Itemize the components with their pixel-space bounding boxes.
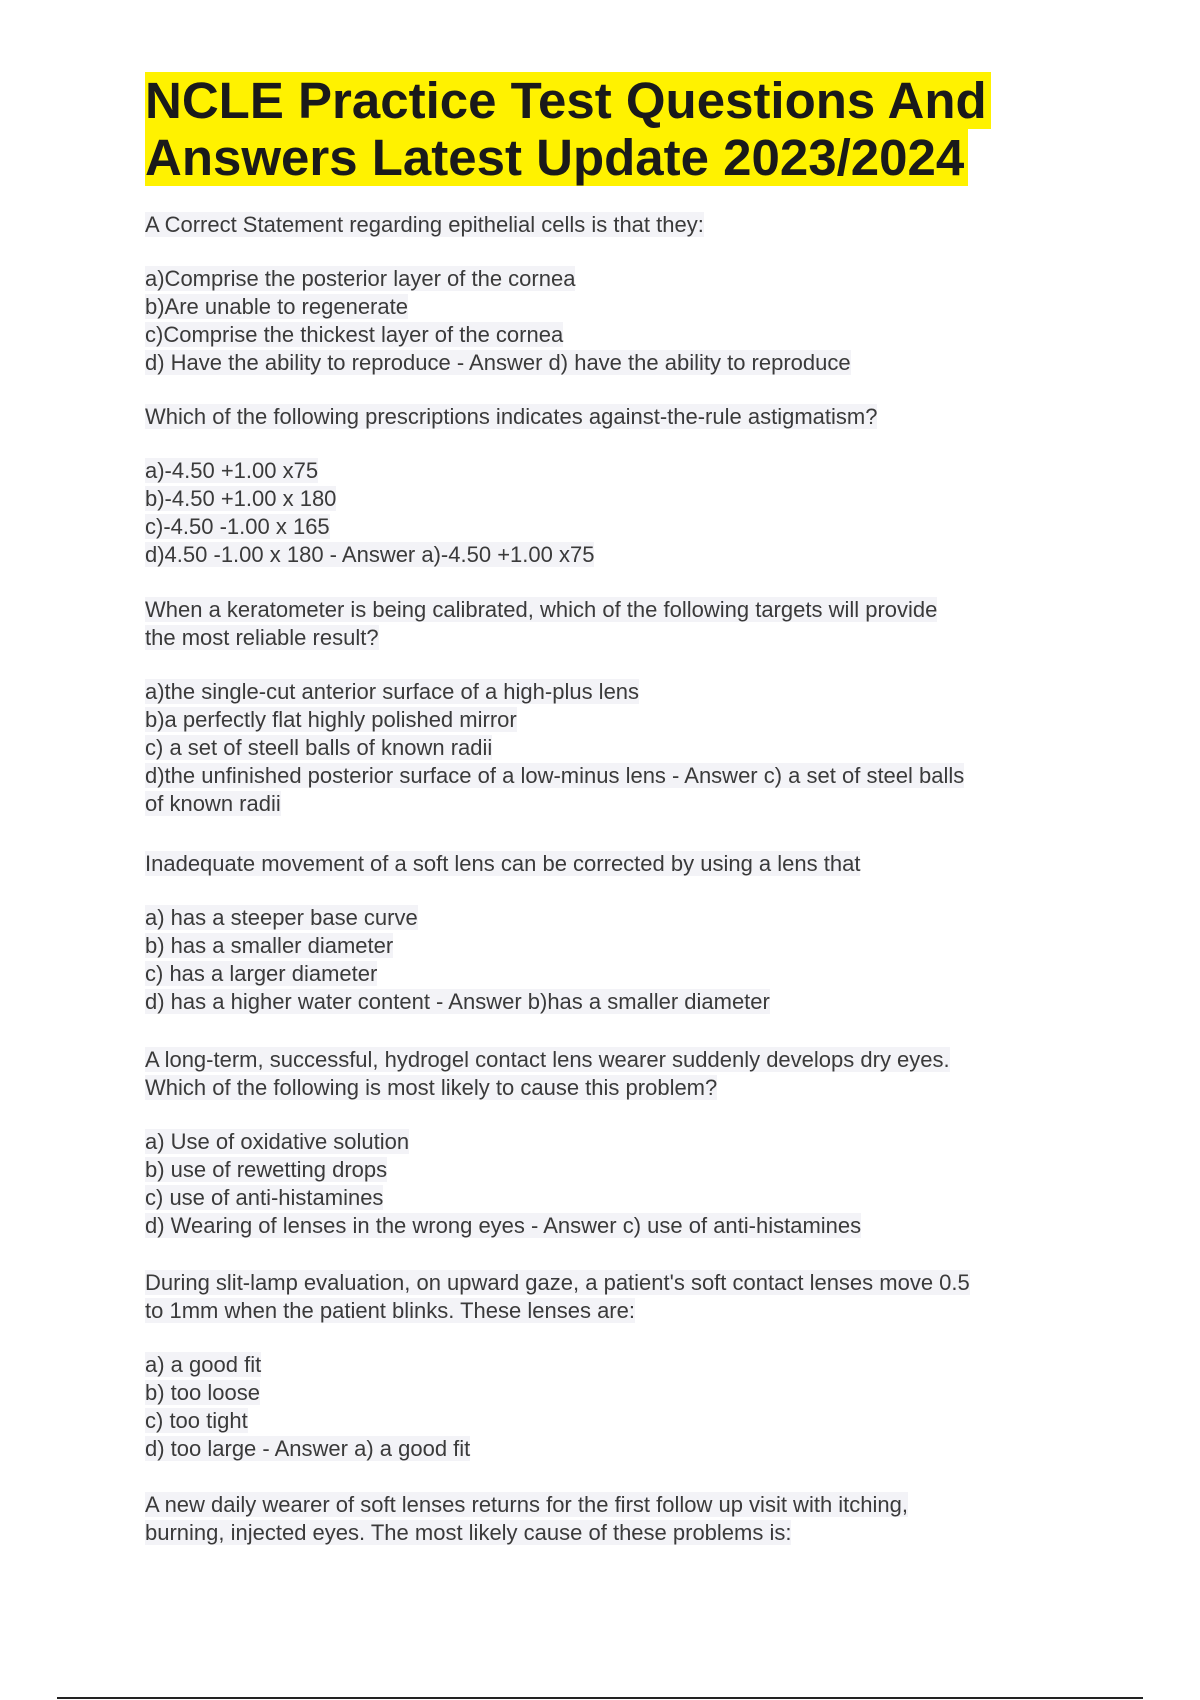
answer-option: a) a good fit [145,1352,262,1377]
answer-option: c) has a larger diameter [145,961,378,986]
answer-option: a)-4.50 +1.00 x75 [145,458,319,483]
question-text: A new daily wearer of soft lenses returns for the first follow up visit with itching, [145,1492,908,1517]
answer-option: b) has a smaller diameter [145,933,394,958]
question-text: During slit-lamp evaluation, on upward gaze, a patient's soft contact lenses move 0.5 [145,1270,970,1295]
question-block [145,1491,1075,1547]
answer-option: c) a set of steell balls of known radii [145,735,493,760]
document-title [145,72,1085,186]
question-block [145,211,1075,377]
answer-option: d) has a higher water content - Answer b)has a smaller diameter [145,989,770,1014]
question-block [145,596,1075,818]
question-text: to 1mm when the patient blinks. These lenses are: [145,1298,635,1323]
question-block [145,403,1075,569]
question-text: A Correct Statement regarding epithelial cells is that they: [145,212,704,237]
answer-options [145,1351,1075,1463]
page-bottom-divider [57,1697,1143,1699]
answer-option: c)-4.50 -1.00 x 165 [145,514,330,539]
question-text: burning, injected eyes. The most likely cause of these problems is: [145,1520,792,1545]
question-text: Which of the following prescriptions indicates against-the-rule astigmatism? [145,404,878,429]
answer-option: b) too loose [145,1380,260,1405]
answer-option: b)Are unable to regenerate [145,294,408,319]
question-block [145,1269,1075,1463]
answer-options [145,1128,1075,1240]
answer-option: a) Use of oxidative solution [145,1129,410,1154]
question-text: When a keratometer is being calibrated, which of the following targets will provide [145,597,938,622]
answer-option: a)Comprise the posterior layer of the cornea [145,266,576,291]
title-line-1: NCLE Practice Test Questions And [145,72,991,129]
answer-option: b)-4.50 +1.00 x 180 [145,486,337,511]
question-text: Which of the following is most likely to cause this problem? [145,1075,718,1100]
title-line-2: Answers Latest Update 2023/2024 [145,129,968,186]
answer-options [145,457,1075,569]
answer-option: a) has a steeper base curve [145,905,418,930]
answer-option: d)the unfinished posterior surface of a low-minus lens - Answer c) a set of steel balls [145,763,965,788]
question-block [145,850,1075,1016]
answer-option: c) too tight [145,1408,248,1433]
answer-option: b)a perfectly flat highly polished mirror [145,707,517,732]
answer-option: a)the single-cut anterior surface of a high-plus lens [145,679,640,704]
answer-option: d)4.50 -1.00 x 180 - Answer a)-4.50 +1.00 x75 [145,542,595,567]
answer-option: d) Have the ability to reproduce - Answer d) have the ability to reproduce [145,350,851,375]
answer-option: d) Wearing of lenses in the wrong eyes - Answer c) use of anti-histamines [145,1213,862,1238]
question-text: the most reliable result? [145,625,379,650]
answer-option: c) use of anti-histamines [145,1185,384,1210]
answer-options [145,904,1075,1016]
answer-option: d) too large - Answer a) a good fit [145,1436,471,1461]
answer-options [145,265,1075,377]
question-text: Inadequate movement of a soft lens can be corrected by using a lens that [145,851,861,876]
answer-option: of known radii [145,791,281,816]
answer-option: b) use of rewetting drops [145,1157,388,1182]
question-block [145,1046,1075,1240]
answer-options [145,678,1075,818]
question-text: A long-term, successful, hydrogel contact lens wearer suddenly develops dry eyes. [145,1047,950,1072]
answer-option: c)Comprise the thickest layer of the cornea [145,322,564,347]
